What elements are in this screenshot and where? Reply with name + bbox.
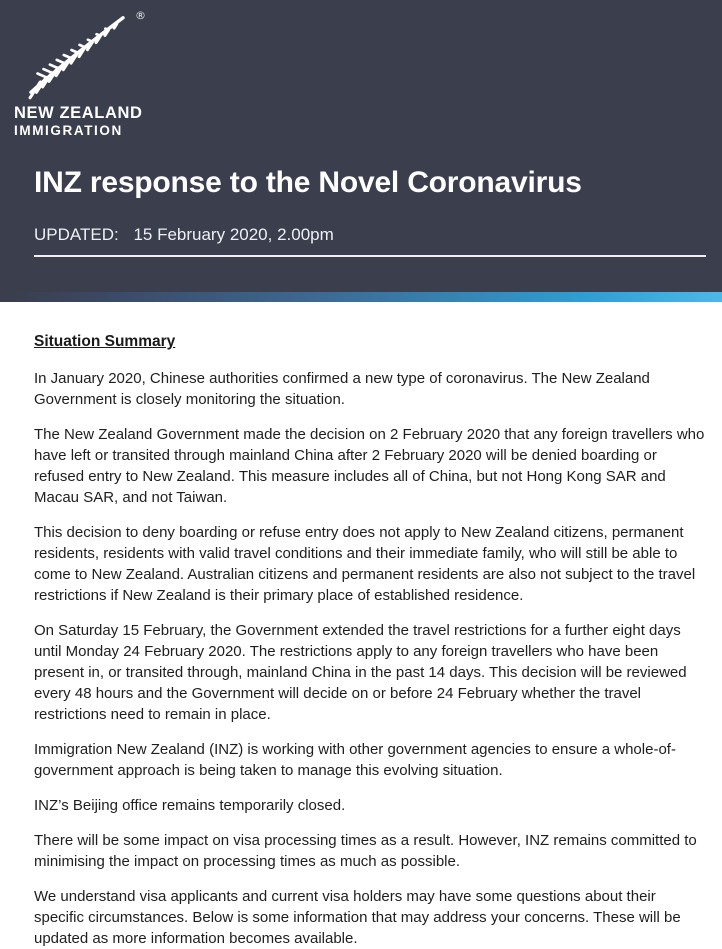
header bbox=[0, 0, 722, 302]
paragraph: INZ’s Beijing office remains temporarily closed. bbox=[34, 797, 346, 814]
paragraph: We understand visa applicants and current visa holders may have some questions about their specific circumstances. Below is some information that may address your concerns. These will be updated as more information becomes available. bbox=[34, 888, 681, 947]
updated-value: 15 February 2020, 2.00pm bbox=[133, 225, 334, 244]
section-heading: Situation Summary bbox=[34, 333, 176, 350]
paragraph: On Saturday 15 February, the Government extended the travel restrictions for a further eight days until Monday 24 February 2020. The restrictions apply to any foreign travellers who have been present in, or transited through, mainland China in the past 14 days. This decision will be reviewed every 48 hours and the Government will decide on or before 24 February whether the travel restrictions need to remain in place. bbox=[34, 622, 687, 723]
paragraph: There will be some impact on visa processing times as a result. However, INZ remains committed to minimising the impact on processing times as much as possible. bbox=[34, 832, 697, 870]
accent-stripe bbox=[0, 292, 722, 302]
document-body bbox=[0, 302, 722, 949]
brand-line-immigration: IMMIGRATION bbox=[14, 122, 123, 138]
brand-text bbox=[14, 104, 164, 138]
paragraph: The New Zealand Government made the decision on 2 February 2020 that any foreign travellers who have left or transited through mainland China after 2 February 2020 will be denied boarding or refused entry to New Zealand. This measure includes all of China, but not Hong Kong SAR and Macau SAR, and not Taiwan. bbox=[34, 426, 705, 506]
updated-line bbox=[34, 225, 334, 245]
page-title: INZ response to the Novel Coronavirus bbox=[34, 166, 582, 199]
paragraph: In January 2020, Chinese authorities confirmed a new type of coronavirus. The New Zealand Government is closely monitoring the situation. bbox=[34, 370, 650, 408]
paragraph-list bbox=[34, 368, 706, 949]
brand-line-new-zealand: NEW ZEALAND bbox=[14, 104, 143, 122]
updated-label: UPDATED: bbox=[34, 225, 119, 244]
header-divider bbox=[34, 255, 706, 257]
registered-trademark-icon: ® bbox=[135, 9, 146, 22]
silver-fern-icon bbox=[14, 6, 140, 102]
logo bbox=[14, 6, 164, 138]
paragraph: Immigration New Zealand (INZ) is working with other government agencies to ensure a whole-of-government approach is being taken to manage this evolving situation. bbox=[34, 741, 676, 779]
paragraph: This decision to deny boarding or refuse entry does not apply to New Zealand citizens, permanent residents, residents with valid travel conditions and their immediate family, who will still be able to come to New Zealand. Australian citizens and permanent residents are also not subject to the travel restrictions if New Zealand is their primary place of established residence. bbox=[34, 524, 696, 604]
